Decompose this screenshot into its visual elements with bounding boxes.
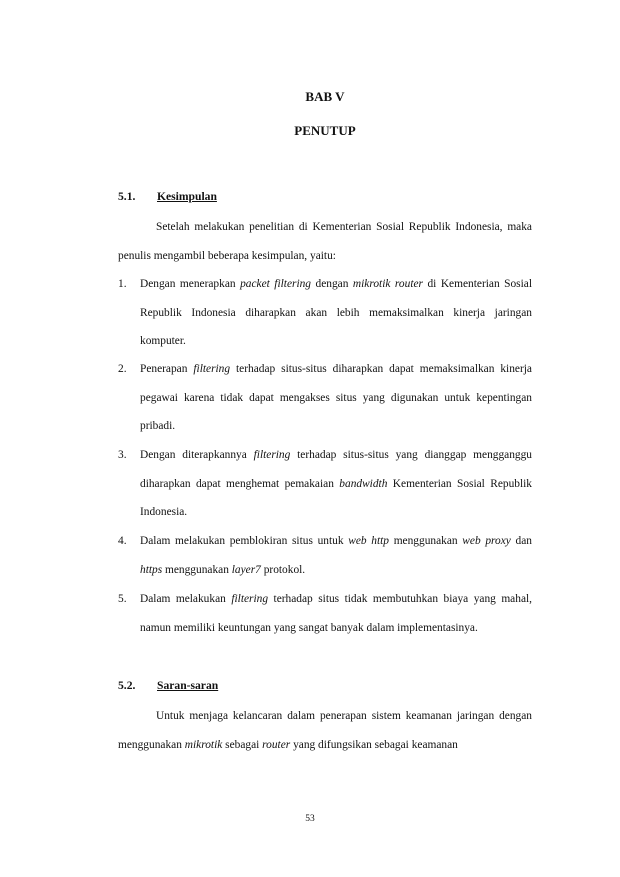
italic-term: https <box>140 563 163 576</box>
section-title: Saran-saran <box>157 679 219 692</box>
list-item-text <box>140 355 532 441</box>
list-marker: 4. <box>118 535 127 547</box>
list-marker: 3. <box>118 449 127 461</box>
text-run: dan <box>510 535 533 547</box>
list-marker: 5. <box>118 593 127 605</box>
list-item-text <box>140 527 532 584</box>
text-run: terhadap situs tidak membutuhkan biaya yang mahal, namun memiliki keuntungan yang sangat banyak dalam implementasinya. <box>140 593 533 634</box>
italic-term: mikrotik router <box>352 278 423 290</box>
section-heading-conclusion <box>118 190 532 203</box>
italic-term: mikrotik <box>184 738 223 751</box>
list-item-text <box>140 270 532 356</box>
italic-term: filtering <box>193 363 231 375</box>
page-number: 53 <box>305 814 315 824</box>
text-run: yang difungsikan sebagai keamanan <box>290 738 458 751</box>
list-item <box>118 355 532 441</box>
section-number: 5.2. <box>118 679 136 692</box>
list-item <box>118 585 532 642</box>
text-run: menggunakan <box>162 563 232 576</box>
list-item <box>118 270 532 356</box>
italic-term: web proxy <box>462 535 511 547</box>
suggestions-paragraph <box>118 702 532 759</box>
text-run: protokol. <box>260 563 306 576</box>
text-run: Untuk menjaga kelancaran dalam penerapan sistem keamanan jaringan dengan menggunakan <box>118 710 532 751</box>
list-item-text <box>140 441 532 527</box>
text-run: Dengan menerapkan <box>140 278 241 290</box>
section-heading-suggestions <box>118 679 532 692</box>
text-run: dengan <box>311 278 353 290</box>
text-run: sebagai <box>222 738 263 751</box>
chapter-title: PENUTUP <box>294 123 356 138</box>
italic-term: router <box>262 738 291 751</box>
list-marker: 2. <box>118 363 127 375</box>
conclusion-intro-paragraph: Setelah melakukan penelitian di Kementerian Sosial Republik Indonesia, maka penulis mengambil beberapa kesimpulan, yaitu: <box>118 221 532 262</box>
section-number: 5.1. <box>118 190 136 203</box>
text-run: terhadap situs-situs diharapkan dapat memaksimalkan kinerja pegawai karena tidak dapat mengakses situs yang digunakan untuk kepentingan pribadi. <box>140 363 532 432</box>
text-run: Penerapan <box>140 363 194 375</box>
text-run: menggunakan <box>389 535 463 547</box>
text-run: Dalam melakukan pemblokiran situs untuk <box>140 535 349 547</box>
text-run: di Kementerian Sosial Republik Indonesia diharapkan akan lebih memaksimalkan kinerja jaringan komputer. <box>140 278 532 347</box>
italic-term: packet filtering <box>240 278 311 290</box>
italic-term: filtering <box>231 593 269 605</box>
list-item <box>118 441 532 527</box>
italic-term: filtering <box>253 449 291 461</box>
section-title: Kesimpulan <box>157 190 217 203</box>
list-marker: 1. <box>118 278 127 290</box>
chapter-label: BAB V <box>305 89 345 104</box>
italic-term: bandwidth <box>339 477 388 490</box>
text-run: Dalam melakukan <box>140 593 232 605</box>
italic-term: layer7 <box>231 563 261 576</box>
text-run: Dengan diterapkannya <box>140 449 254 461</box>
text-run: terhadap situs-situs yang dianggap mengganggu diharapkan dapat menghemat pemakaian <box>140 449 532 490</box>
list-item <box>118 527 532 584</box>
text-run: Kementerian Sosial Republik Indonesia. <box>140 477 532 518</box>
list-item-text <box>140 585 532 642</box>
italic-term: web http <box>348 535 389 547</box>
